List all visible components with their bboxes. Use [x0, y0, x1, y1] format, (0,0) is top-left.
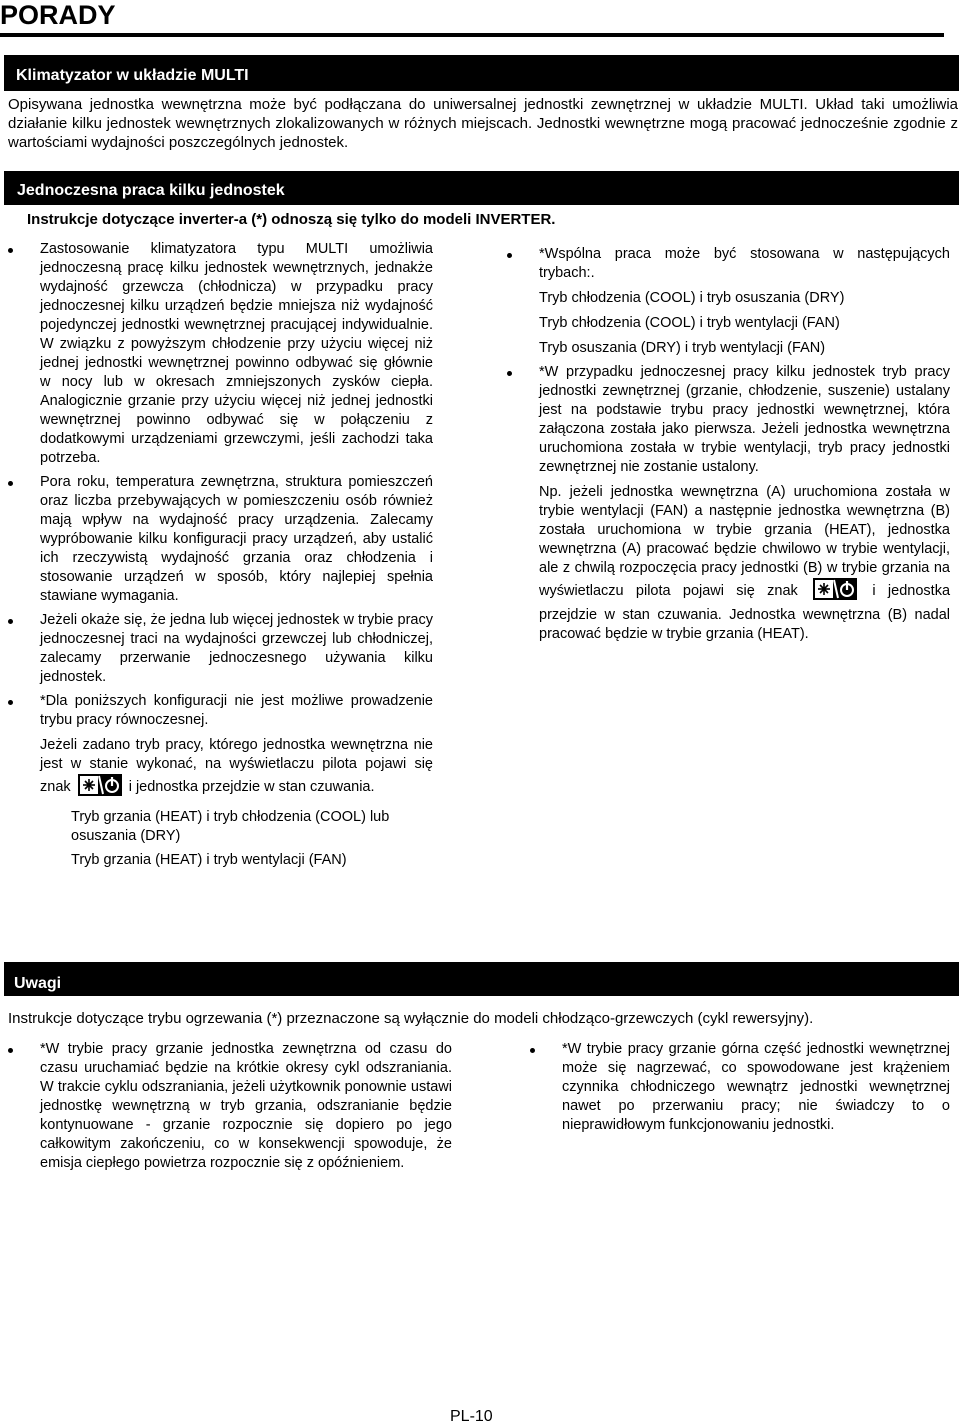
list-item: [8, 611, 433, 687]
example-text: [539, 483, 950, 644]
list-item-text: Pora roku, temperatura zewnętrzna, struktura pomieszczeń oraz liczba przebywających w pomieszczeniu osób również mają wpływ na wydajność pracy urządzenia. Zalecamy wypróbowanie kilku konfiguracji pracy urządzeń, aby ustalić ich rzeczywistą wydajność grzania oraz chłodzenia i stosowanie urządzeń w sposób, który najlepiej spełnia stawiane wymagania.: [40, 474, 433, 604]
standby-explanation: [40, 736, 433, 802]
bullet-icon: [8, 248, 13, 253]
inverter-note: Instrukcje dotyczące inverter-a (*) odnoszą się tylko do modeli INVERTER.: [27, 211, 556, 228]
list-item: [8, 473, 433, 606]
section-heading-simultaneous: [4, 171, 959, 205]
bullet-icon: [8, 700, 13, 705]
list-item: [8, 1040, 452, 1173]
fan-power-standby-icon: [813, 578, 857, 606]
example-text-after: i jednostka przejdzie w stan czuwania. Jednostka wewnętrzna (B) nadal pracować będzie w trybie grzania (HEAT).: [539, 583, 951, 642]
standby-explanation-before: Jeżeli zadano tryb pracy, którego jednostka wewnętrzna nie jest w stanie wykonać, na wyświetlaczu pilota pojawi się znak: [40, 737, 433, 795]
supported-mode-1: Tryb chłodzenia (COOL) i tryb osuszania (DRY): [539, 290, 845, 306]
supported-mode-2: Tryb chłodzenia (COOL) i tryb wentylacji (FAN): [539, 315, 840, 331]
fan-power-standby-icon: [78, 774, 122, 802]
section-heading-multi-text: Klimatyzator w układzie MULTI: [16, 67, 249, 84]
list-item: [8, 692, 433, 870]
multi-intro: Opisywana jednostka wewnętrzna może być podłączana do uniwersalnej jednostki zewnętrznej w układzie MULTI. Układ taki umożliwia działanie kilku jednostek wewnętrznych zlokalizowanych w różnych miejscach. Jednostki wewnętrzne mogą pracować jednocześnie zgodnie z wartościami wydajności poszczególnych jednostek.: [8, 96, 958, 151]
example-text-before: Np. jeżeli jednostka wewnętrzna (A) uruchomiona została w trybie wentylacji (FAN) a następnie jednostka wewnętrzna (B) została uruchomiona w trybie grzania (HEAT), jednostka wewnętrzna (A) pracować będzie chwilowo w trybie wentylacji, ale z chwilą rozpoczęcia pracy jednostki (B) w trybie grzania na wyświetlaczu pilota pojawi się znak: [539, 484, 950, 599]
unsupported-mode-1: Tryb grzania (HEAT) i tryb chłodzenia (COOL) lub osuszania (DRY): [71, 809, 390, 844]
unsupported-mode-2: Tryb grzania (HEAT) i tryb wentylacji (FAN): [71, 852, 347, 868]
supported-mode-3: Tryb osuszania (DRY) i tryb wentylacji (FAN): [539, 340, 826, 356]
list-item: [8, 240, 433, 468]
bullet-icon: [530, 1048, 535, 1053]
simultaneous-left-column: [8, 240, 433, 875]
list-item: [507, 363, 950, 644]
section-heading-notes: [4, 962, 959, 996]
list-item-text: *Dla poniższych konfiguracji nie jest możliwe prowadzenie trybu pracy równoczesnej.: [40, 693, 433, 728]
bullet-icon: [8, 1048, 13, 1053]
list-item-text: Zastosowanie klimatyzatora typu MULTI umożliwia jednoczesną pracę kilku jednostek wewnętrznych, jednakże wydajność grzewcza (chłodnicza) w przypadku pracy jednoczesnej kilku urządzeń będzie mniejsza niż wydajność pojedynczej jednostki wewnętrznej pracującej indywidualnie. W związku z powyższym chłodzenie przy użyciu więcej niż jednej jednostki wewnętrznej powinno odbywać się głównie w nocy lub w okresach zmniejszonych zysków ciepła. Analogicznie grzanie przy użyciu więcej niż jednej jednostki wewnętrznej powinno odbywać się w połączeniu z dodatkowymi urządzeniami grzewczymi, jeśli zachodzi taka potrzeba.: [40, 241, 433, 466]
list-item-text: Jeżeli okaże się, że jedna lub więcej jednostek w trybie pracy jednoczesnej traci na wydajności grzewczej lub chłodniczej, zalecamy przerwanie jednoczesnego używania kilku jednostek.: [40, 612, 433, 685]
section-heading-multi: [4, 55, 959, 91]
unsupported-modes: [40, 808, 433, 870]
page-number: PL-10: [450, 1408, 493, 1425]
list-item-text: *Wspólna praca może być stosowana w następujących trybach:.: [539, 246, 950, 281]
simultaneous-right-column: [507, 245, 950, 649]
section-heading-notes-text: Uwagi: [14, 975, 62, 992]
section-heading-simultaneous-text: Jednoczesna praca kilku jednostek: [17, 182, 285, 199]
list-item: [507, 245, 950, 358]
title-rule: [0, 33, 944, 37]
list-item-text: *W trybie pracy grzanie jednostka zewnętrzna od czasu do czasu uruchamiać będzie na krótkie okresy cykl odszraniania. W trakcie cyklu odszraniania, jeżeli użytkownik ponownie ustawi jednostkę wewnętrzną w tryb grzania, odszranianie będzie kontynuowane - grzanie rozpocznie się dopiero po jego całkowitym zakończeniu, co w konsekwencji spowoduje, że emisja ciepłego powietrza rozpocznie się z opóźnieniem.: [40, 1041, 452, 1171]
notes-left-column: [8, 1040, 452, 1178]
page-title: PORADY: [0, 0, 116, 30]
list-item: [530, 1040, 950, 1135]
bullet-icon: [507, 253, 512, 258]
list-item-text: *W przypadku jednoczesnej pracy kilku jednostek tryb pracy jednostki zewnętrznej (grzanie, chłodzenie, suszenie) ustalany jest na podstawie trybu pracy jednostki wewnętrznej, która załączona została jako pierwsza. Jeżeli jednostka wewnętrzna uruchomiona została w trybie wentylacji, tryb pracy jednostki zewnętrznej nie zostanie ustalony.: [539, 364, 950, 475]
bullet-icon: [507, 371, 512, 376]
list-item-text: *W trybie pracy grzanie górna część jednostki wewnętrznej może się nagrzewać, co spowodowane jest krążeniem czynnika chłodniczego wewnątrz jednostki wewnętrznej nawet po przerwaniu pracy; nie świadczy to o nieprawidłowym funkcjonowaniu jednostki.: [562, 1041, 950, 1133]
standby-explanation-after: i jednostka przejdzie w stan czuwania.: [128, 779, 375, 795]
notes-right-column: [530, 1040, 950, 1140]
notes-intro: Instrukcje dotyczące trybu ogrzewania (*) przeznaczone są wyłącznie do modeli chłodząco-grzewczych (cykl rewersyjny).: [8, 1010, 814, 1027]
supported-modes: [539, 289, 950, 358]
bullet-icon: [8, 619, 13, 624]
bullet-icon: [8, 481, 13, 486]
